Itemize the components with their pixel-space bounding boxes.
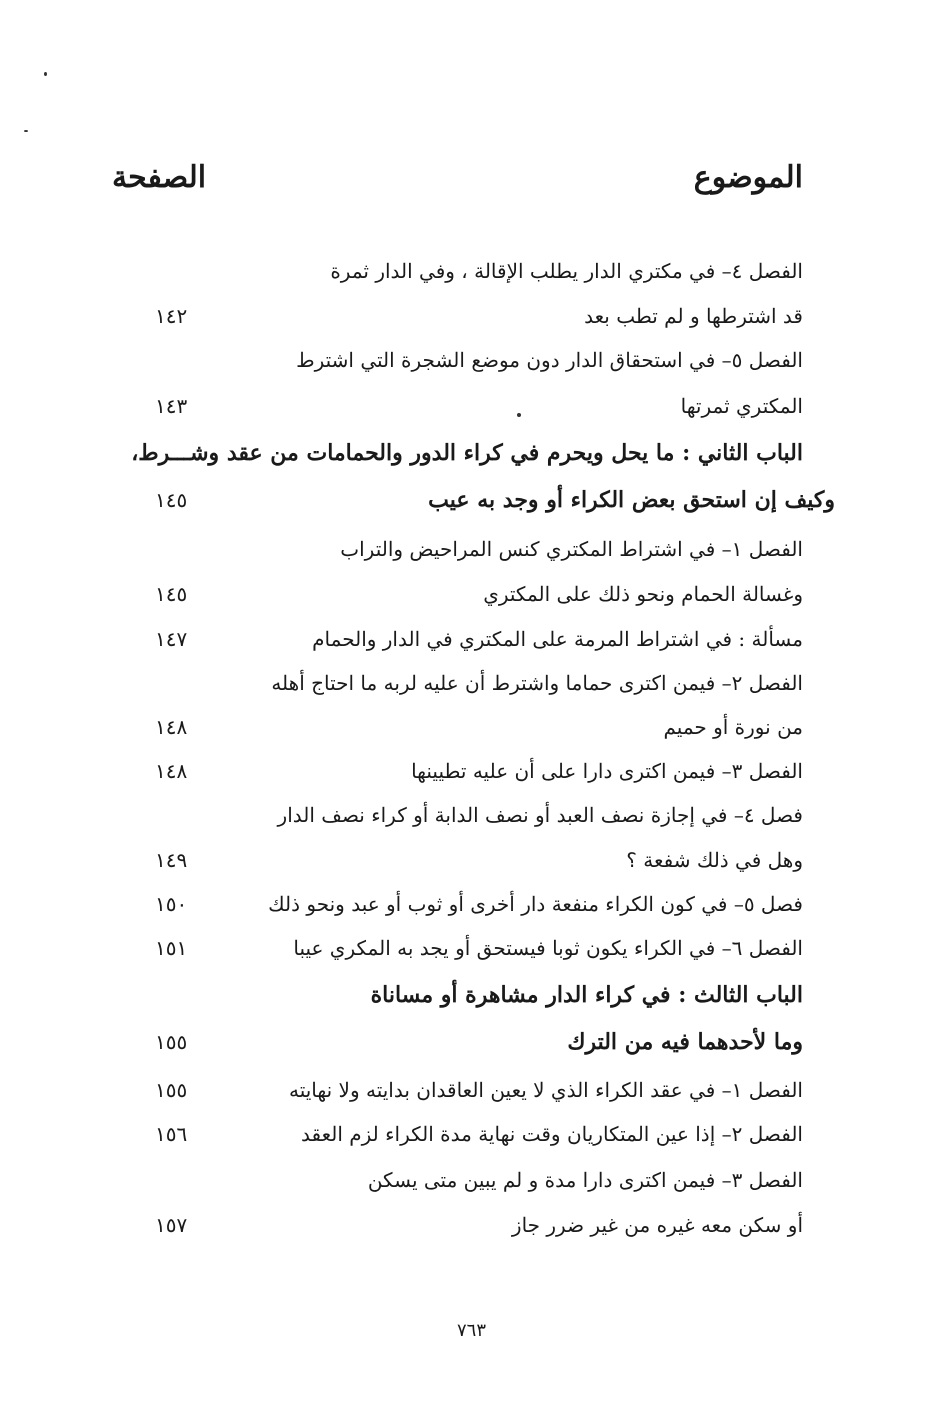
toc-entry-text: فصل ٥– في كون الكراء منفعة دار أخرى أو ثوب أو عبد ونحو ذلك xyxy=(268,892,803,916)
page-number: ٧٦٣ xyxy=(456,1320,486,1341)
toc-entry-text: الفصل ٦– في الكراء يكون ثوبا فيستحق أو يجد به المكري عيبا xyxy=(293,936,803,960)
toc-page-number: ١٥٦ xyxy=(155,1122,188,1146)
toc-entry-text: الفصل ١– في عقد الكراء الذي لا يعين العاقدان بدايته ولا نهايته xyxy=(288,1078,803,1102)
toc-chapter-title: الباب الثاني : ما يحل ويحرم في كراء الدور والحمامات من عقد وشـــرط، xyxy=(131,440,803,466)
toc-page-number: ١٥٠ xyxy=(155,892,188,916)
toc-entry-text: الفصل ٣– فيمن اكترى دارا مدة و لم يبين متى يسكن xyxy=(367,1168,803,1192)
toc-page-number: ١٤٨ xyxy=(155,759,188,783)
toc-page-number: ١٥٧ xyxy=(155,1213,188,1237)
toc-chapter-title: الباب الثالث : في كراء الدار مشاهرة أو مساناة xyxy=(370,982,803,1008)
toc-page-number: ١٤٨ xyxy=(155,715,188,739)
scan-speck xyxy=(517,413,521,417)
toc-page-number: ١٥١ xyxy=(155,936,188,960)
toc-page-number: ١٤٢ xyxy=(155,304,188,328)
toc-page-number: ١٤٥ xyxy=(155,582,188,606)
toc-page-number: ١٤٥ xyxy=(155,488,188,512)
toc-entry-text: أو سكن معه غيره من غير ضرر جاز xyxy=(511,1213,803,1237)
toc-entry-text: وغسالة الحمام ونحو ذلك على المكتري xyxy=(483,582,803,606)
scan-speck xyxy=(44,72,47,76)
topic-column-header: الموضوع xyxy=(693,160,803,195)
scan-speck xyxy=(24,130,28,132)
toc-chapter-title: وكيف إن استحق بعض الكراء أو وجد به عيب xyxy=(428,487,835,513)
toc-entry-text: الفصل ٢– إذا عين المتكاريان وقت نهاية مدة الكراء لزم العقد xyxy=(300,1122,803,1146)
toc-entry-text: الفصل ٣– فيمن اكترى دارا على أن عليه تطيينها xyxy=(411,759,803,783)
toc-chapter-title: وما لأحدهما فيه من الترك xyxy=(567,1029,803,1055)
toc-page-number: ١٥٥ xyxy=(155,1030,188,1054)
toc-page-number: ١٤٣ xyxy=(155,394,188,418)
toc-entry-text: مسألة : في اشتراط المرمة على المكتري في الدار والحمام xyxy=(312,627,803,651)
toc-entry-text: فصل ٤– في إجازة نصف العبد أو نصف الدابة أو كراء نصف الدار xyxy=(277,803,803,827)
toc-entry-text: قد اشترطها و لم تطب بعد xyxy=(584,304,803,328)
toc-entry-text: وهل في ذلك شفعة ؟ xyxy=(626,848,803,872)
toc-entry-text: الفصل ٥– في استحقاق الدار دون موضع الشجرة التي اشترط xyxy=(296,348,803,372)
toc-entry-text: الفصل ٤– في مكتري الدار يطلب الإقالة ، وفي الدار ثمرة xyxy=(330,259,803,283)
toc-entry-text: من نورة أو حميم xyxy=(663,715,803,739)
page-column-header: الصفحة xyxy=(112,160,207,195)
toc-entry-text: الفصل ٢– فيمن اكترى حماما واشترط أن عليه لربه ما احتاج أهله xyxy=(271,671,803,695)
toc-page-number: ١٤٩ xyxy=(155,848,188,872)
toc-page-number: ١٥٥ xyxy=(155,1078,188,1102)
toc-entry-text: الفصل ١– في اشتراط المكتري كنس المراحيض والتراب xyxy=(340,537,803,561)
toc-page-number: ١٤٧ xyxy=(155,627,188,651)
toc-entry-text: المكتري ثمرتها xyxy=(680,394,803,418)
